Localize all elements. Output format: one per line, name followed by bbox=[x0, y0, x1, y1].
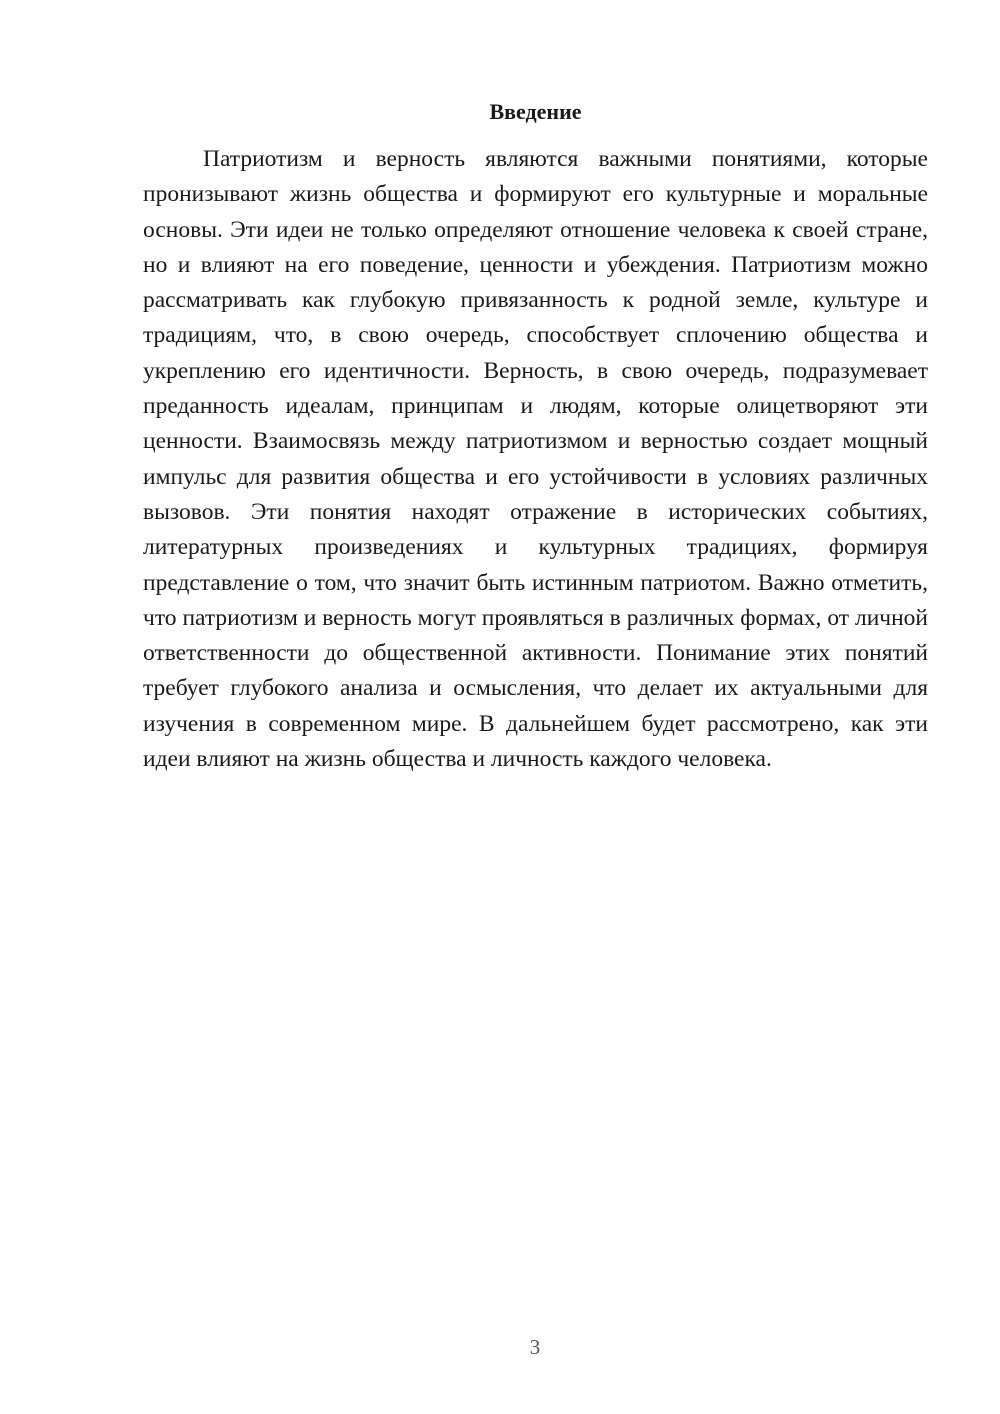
page-number: 3 bbox=[529, 1335, 541, 1359]
body-paragraph: Патриотизм и верность являются важными понятиями, которые пронизывают жизнь общества и формируют его культурные и моральные основы. Эти идеи не только определяют отношение человека к своей стране, но и влияют на его поведение, ценности и убеждения. Патриотизм можно рассматривать как глубокую привязанность к родной земле, культуре и традициям, что, в свою очередь, способствует сплочению общества и укреплению его идентичности. Верность, в свою очередь, подразумевает преданность идеалам, принципам и людям, которые олицетворяют эти ценности. Взаимосвязь между патриотизмом и верностью создает мощный импульс для развития общества и его устойчивости в условиях различных вызовов. Эти понятия находят отражение в исторических событиях, литературных произведениях и культурных традициях, формируя представление о том, что значит быть истинным патриотом. Важно отметить, что патриотизм и верность могут проявляться в различных формах, от личной ответственности до общественной активности. Понимание этих понятий требует глубокого анализа и осмысления, что делает их актуальными для изучения в современном мире. В дальнейшем будет рассмотрено, как эти идеи влияют на жизнь общества и личность каждого человека. bbox=[143, 146, 928, 773]
section-heading: Введение bbox=[489, 99, 582, 124]
